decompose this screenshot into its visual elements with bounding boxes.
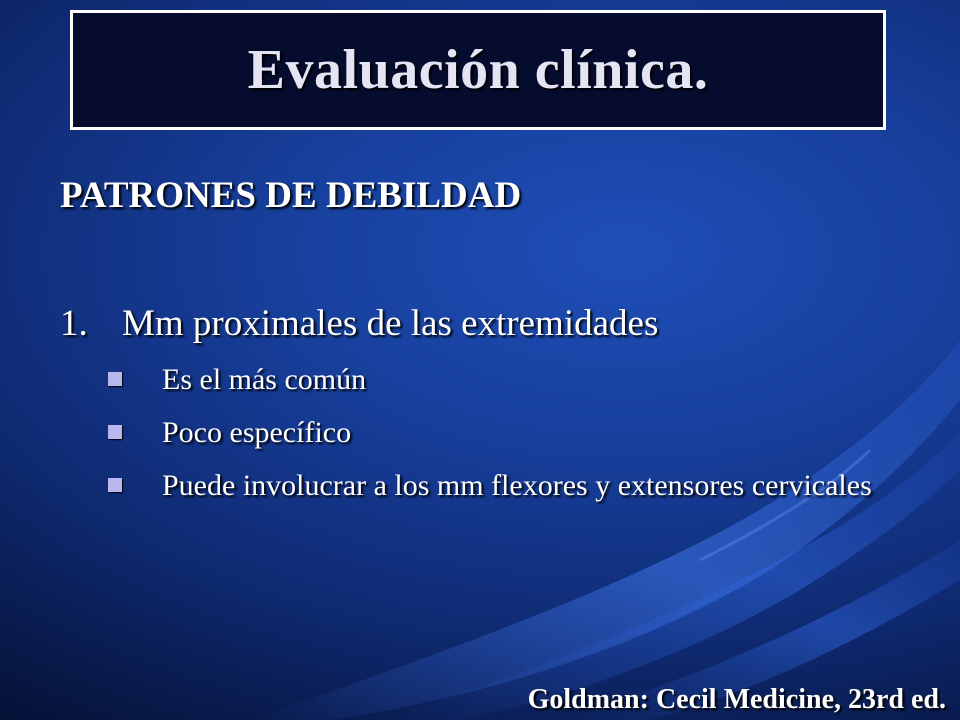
citation: Goldman: Cecil Medicine, 23rd ed. xyxy=(527,684,946,715)
list-item xyxy=(108,468,908,504)
square-bullet-icon xyxy=(108,372,122,386)
bullet-list xyxy=(108,362,908,521)
square-bullet-icon xyxy=(108,478,122,492)
bullet-text: Puede involucrar a los mm flexores y extensores cervicales xyxy=(162,469,872,502)
numbered-item-number: 1. xyxy=(60,303,88,344)
title-box xyxy=(70,10,886,130)
section-heading: PATRONES DE DEBILDAD xyxy=(60,175,522,216)
square-bullet-icon xyxy=(108,425,122,439)
list-item xyxy=(108,362,908,398)
bullet-text: Poco específico xyxy=(162,416,352,449)
bullet-text: Es el más común xyxy=(162,363,367,396)
slide-title: Evaluación clínica. xyxy=(247,39,709,101)
list-item xyxy=(108,415,908,451)
numbered-item xyxy=(60,302,658,345)
numbered-item-text: Mm proximales de las extremidades xyxy=(122,303,659,344)
